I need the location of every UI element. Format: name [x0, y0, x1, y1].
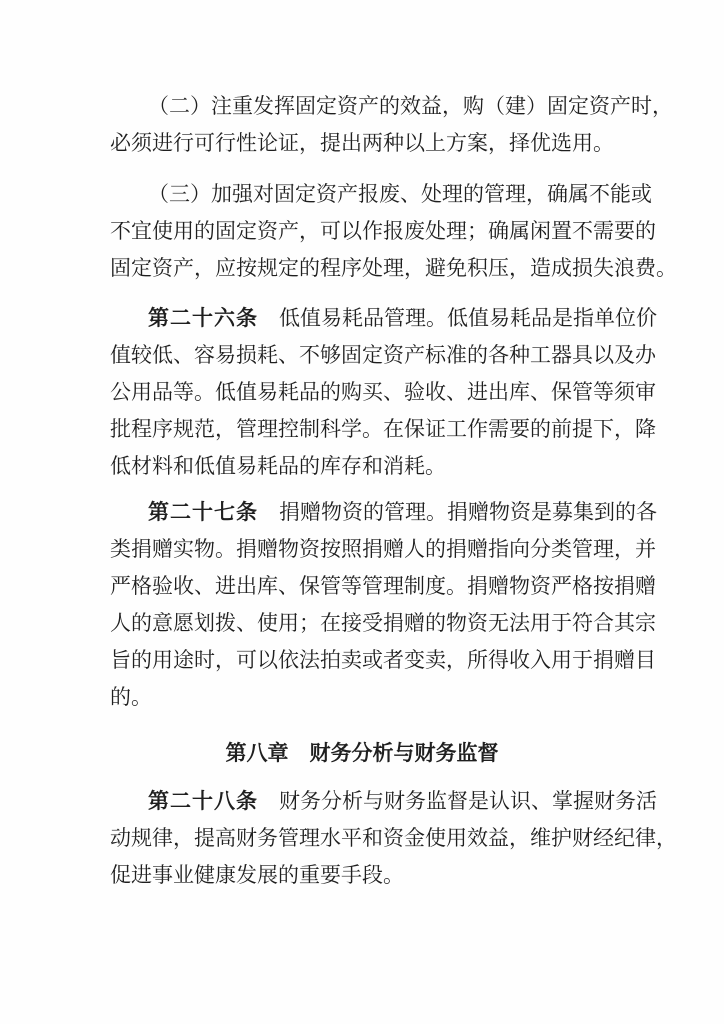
article-28-title: 第二十八条: [148, 789, 258, 813]
paragraph-fixed-asset-benefit: [110, 88, 673, 162]
text-line: [110, 494, 657, 531]
text-line: 必须进行可行性论证，提出两种以上方案，择优选用。: [110, 131, 614, 155]
article-26-title: 第二十六条: [148, 306, 258, 330]
text-line: 低材料和低值易耗品的库存和消耗。: [110, 454, 446, 478]
article-27-title: 第二十七条: [148, 500, 258, 524]
text-line: 人的意愿划拨、使用；在接受捐赠的物资无法用于符合其宗: [110, 611, 656, 635]
paragraph-fixed-asset-disposal: [110, 176, 677, 287]
text-line-rest: 捐赠物资的管理。捐赠物资是募集到的各: [279, 500, 657, 524]
text-line: 严格验收、进出库、保管等管理制度。捐赠物资严格按捐赠: [110, 574, 656, 598]
text-line: 值较低、容易损耗、不够固定资产标准的各种工器具以及办: [110, 343, 656, 367]
chapter-heading: [0, 737, 724, 767]
chapter-number: 第八章: [225, 741, 289, 765]
text-line: 批程序规范，管理控制科学。在保证工作需要的前提下，降: [110, 417, 656, 441]
article-28: [110, 783, 677, 894]
text-line: 促进事业健康发展的重要手段。: [110, 863, 404, 887]
text-line: 类捐赠实物。捐赠物资按照捐赠人的捐赠指向分类管理，并: [110, 537, 656, 561]
text-line: 动规律，提高财务管理水平和资金使用效益，维护财经纪律，: [110, 826, 677, 850]
text-line: 的。: [110, 685, 152, 709]
text-line: [110, 300, 657, 337]
chapter-title: 财务分析与财务监督: [309, 741, 499, 765]
text-line-rest: 低值易耗品管理。低值易耗品是指单位价: [279, 306, 657, 330]
text-line: 旨的用途时，可以依法拍卖或者变卖，所得收入用于捐赠目: [110, 648, 656, 672]
text-line: 公用品等。低值易耗品的购买、验收、进出库、保管等须审: [110, 380, 656, 404]
article-26: [110, 300, 657, 485]
article-27: [110, 494, 657, 716]
text-line: （三）加强对固定资产报废、处理的管理，确属不能或: [148, 182, 652, 206]
text-line-rest: 财务分析与财务监督是认识、掌握财务活: [279, 789, 657, 813]
text-line: 不宜使用的固定资产，可以作报废处理；确属闲置不需要的: [110, 219, 656, 243]
text-line: （二）注重发挥固定资产的效益，购（建）固定资产时，: [148, 94, 673, 118]
text-line: 固定资产，应按规定的程序处理，避免积压，造成损失浪费。: [110, 256, 677, 280]
text-line: [110, 783, 657, 820]
